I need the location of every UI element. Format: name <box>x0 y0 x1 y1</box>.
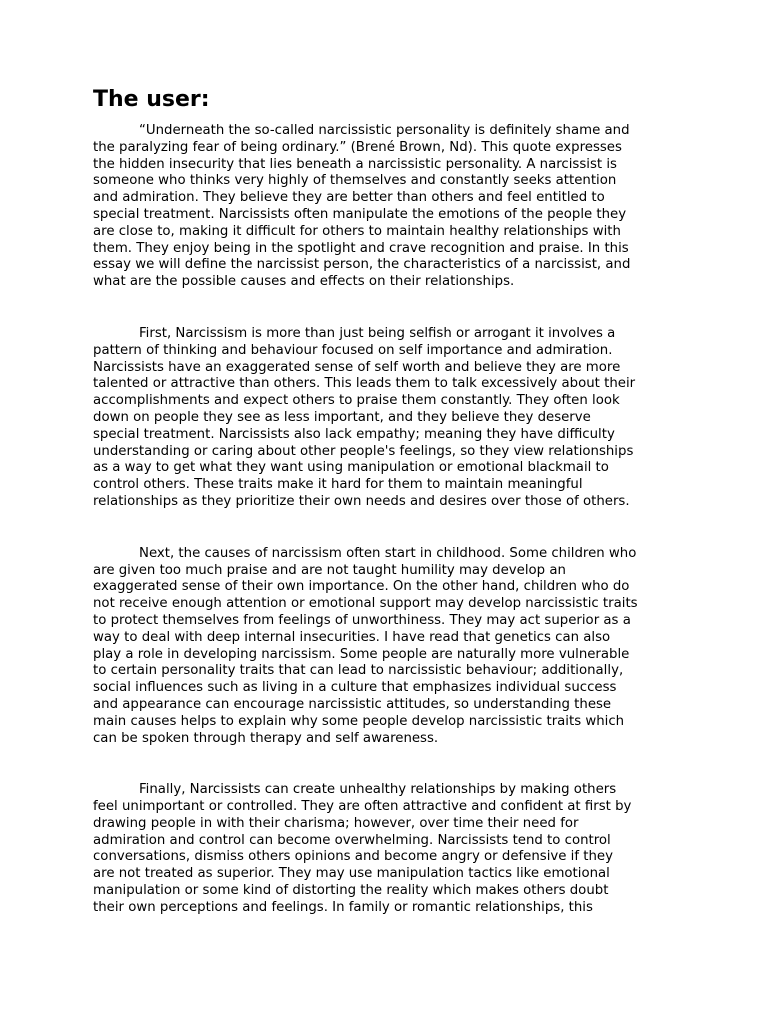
text-line: special treatment. Narcissists often manipulate the emotions of the people they <box>93 206 627 222</box>
text-line: not receive enough attention or emotional support may develop narcissistic traits <box>93 596 638 612</box>
text-line: what are the possible causes and effects on their relationships. <box>93 274 515 290</box>
text-line: relationships as they prioritize their own needs and desires over those of others. <box>93 493 630 509</box>
text-line: Finally, Narcissists can create unhealthy relationships by making others <box>139 782 617 798</box>
text-line: special treatment. Narcissists also lack empathy; meaning they have difficulty <box>93 426 615 442</box>
text-line: someone who thinks very highly of themselves and constantly seeks attention <box>93 173 617 189</box>
document-heading: The user: <box>93 87 210 112</box>
text-line: drawing people in with their charisma; however, over time their need for <box>93 815 579 831</box>
text-line: main causes helps to explain why some people develop narcissistic traits which <box>93 713 625 729</box>
text-line: admiration and control can become overwhelming. Narcissists tend to control <box>93 832 611 848</box>
text-line: and appearance can encourage narcissistic attitudes, so understanding these <box>93 696 612 712</box>
text-line: way to deal with deep internal insecurities. I have read that genetics can also <box>93 629 611 645</box>
text-line: to protect themselves from feelings of unworthiness. They may act superior as a <box>93 612 631 628</box>
text-line: First, Narcissism is more than just being selfish or arrogant it involves a <box>139 325 616 341</box>
text-line: manipulation or some kind of distorting the reality which makes others doubt <box>93 883 609 899</box>
text-line: are not treated as superior. They may use manipulation tactics like emotional <box>93 866 610 882</box>
text-line: their own perceptions and feelings. In family or romantic relationships, this <box>93 899 593 915</box>
text-line: are close to, making it difficult for others to maintain healthy relationships with <box>93 223 621 239</box>
text-line: and admiration. They believe they are better than others and feel entitled to <box>93 190 605 206</box>
effects-paragraph <box>93 782 678 916</box>
text-line: down on people they see as less important, and they believe they deserve <box>93 409 591 425</box>
text-line: Narcissists have an exaggerated sense of self worth and believe they are more <box>93 359 621 375</box>
text-line: talented or attractive than others. This leads them to talk excessively about their <box>93 376 636 392</box>
text-line: control others. These traits make it hard for them to maintain meaningful <box>93 477 583 493</box>
text-line: understanding or caring about other people's feelings, so they view relationships <box>93 443 634 459</box>
text-line: “Underneath the so-called narcissistic personality is definitely shame and <box>139 123 630 138</box>
intro-paragraph <box>93 123 678 291</box>
text-line: play a role in developing narcissism. Some people are naturally more vulnerable <box>93 646 630 662</box>
text-line: can be spoken through therapy and self awareness. <box>93 730 439 746</box>
text-line: accomplishments and expect others to praise them constantly. They often look <box>93 393 620 409</box>
text-line: the hidden insecurity that lies beneath a narcissistic personality. A narcissist is <box>93 156 617 172</box>
text-line: Next, the causes of narcissism often start in childhood. Some children who <box>139 545 637 561</box>
text-line: the paralyzing fear of being ordinary.” (Brené Brown, Nd). This quote expresses <box>93 139 622 155</box>
causes-paragraph <box>93 546 678 748</box>
text-line: social influences such as living in a culture that emphasizes individual success <box>93 680 617 696</box>
text-line: exaggerated sense of their own importance. On the other hand, children who do <box>93 579 630 595</box>
text-line: to certain personality traits that can lead to narcissistic behaviour; additionally, <box>93 663 624 679</box>
text-line: them. They enjoy being in the spotlight and crave recognition and praise. In this <box>93 240 629 256</box>
text-line: conversations, dismiss others opinions and become angry or defensive if they <box>93 849 613 865</box>
document-body <box>93 86 678 917</box>
text-line: pattern of thinking and behaviour focused on self importance and admiration. <box>93 342 613 358</box>
text-line: as a way to get what they want using manipulation or emotional blackmail to <box>93 460 609 476</box>
paragraph-container <box>93 123 678 917</box>
text-line: are given too much praise and are not taught humility may develop an <box>93 562 566 578</box>
text-line: feel unimportant or controlled. They are often attractive and confident at first by <box>93 799 632 815</box>
text-line: essay we will define the narcissist person, the characteristics of a narcissist, and <box>93 257 631 273</box>
characteristics-paragraph <box>93 326 678 511</box>
